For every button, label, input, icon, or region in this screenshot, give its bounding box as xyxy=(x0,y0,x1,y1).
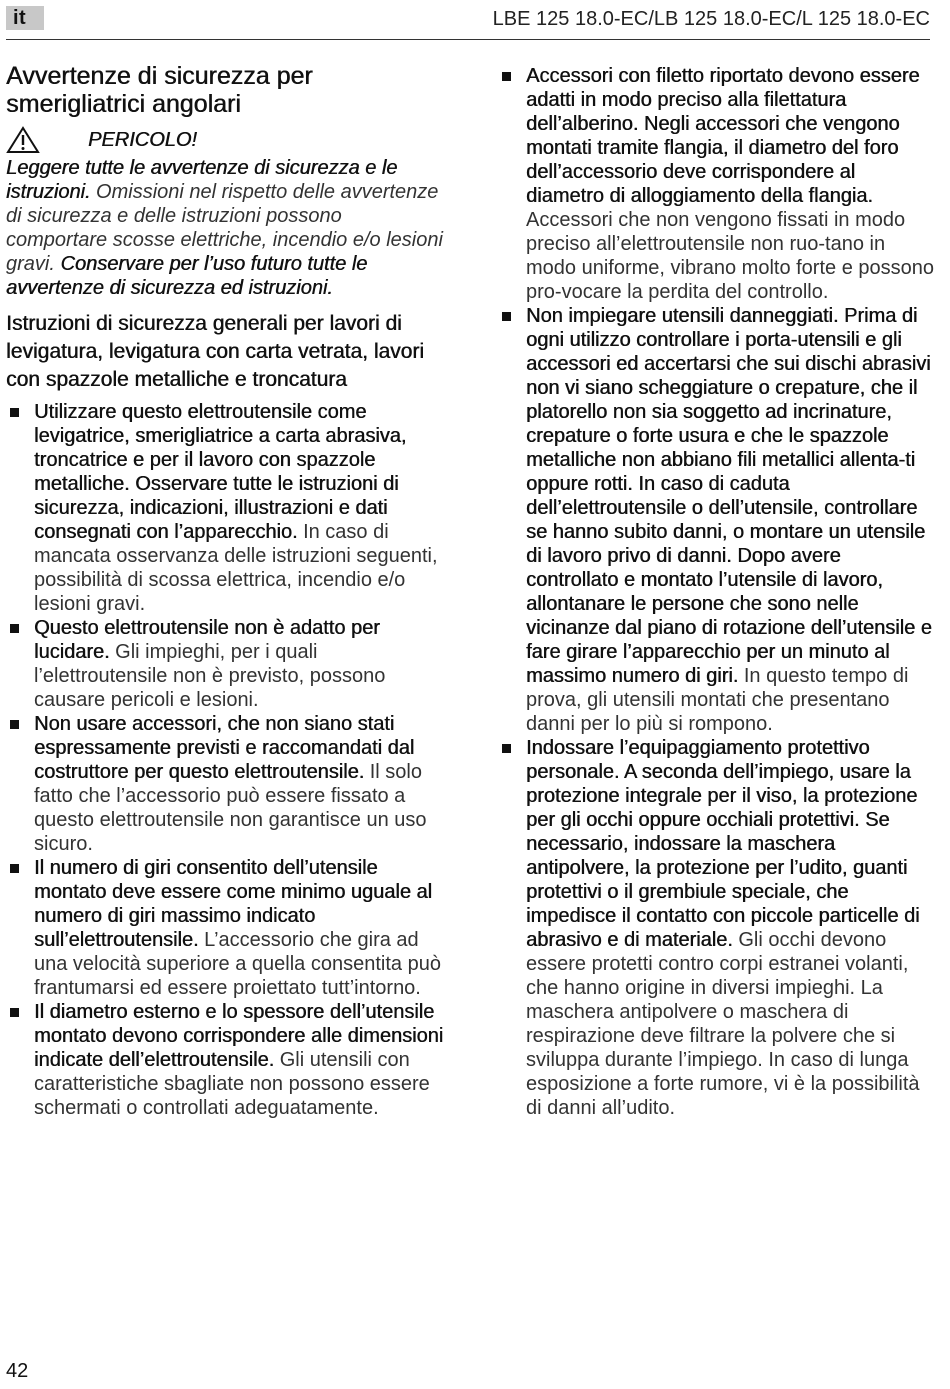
right-safety-list xyxy=(498,64,938,1120)
item-text: In questo tempo di prova, gli utensili montati che presentano danni per lo più si rompono. xyxy=(526,665,909,735)
bullet-icon xyxy=(502,312,511,321)
list-item xyxy=(6,1000,446,1120)
section-title: Istruzioni di sicurezza generali per lavori di levigatura, levigatura con carta vetrata, lavori con spazzole metalliche e troncatura xyxy=(6,312,424,391)
item-bold: Il numero di giri consentito dell’utensile montato deve essere come minimo uguale al numero di giri massimo indicato sull’elettroutensile. xyxy=(34,857,432,951)
item-bold: Utilizzare questo elettroutensile come levigatrice, smerigliatrice a carta abrasiva, troncatrice e per il lavoro con spazzole metalliche. Osservare tutte le istruzioni di sicurezza, indicazioni, illustrazioni e dati consegnati con l’apparecchio. xyxy=(34,401,407,543)
item-bold: Accessori con filetto riportato devono essere adatti in modo preciso alla filettatura dell’alberino. Negli accessori che vengono montati tramite flangia, il diametro del foro dell’accessorio deve corrispondere al diametro di alloggiamento della flangia. xyxy=(526,65,920,207)
bullet-icon xyxy=(10,408,19,417)
warning-consequences: Omissioni nel rispetto delle avvertenze di sicurezza e delle istruzioni possono comportare scosse elettriche, incendio e/o lesioni gravi. xyxy=(6,181,443,275)
bullet-icon xyxy=(10,864,19,873)
bullet-icon xyxy=(10,720,19,729)
bullet-icon xyxy=(10,1008,19,1017)
list-item xyxy=(498,64,938,304)
left-safety-list xyxy=(6,400,446,1120)
list-item xyxy=(498,736,938,1120)
item-text: In caso di mancata osservanza delle istruzioni seguenti, possibilità di scossa elettrica, incendio e/o lesioni gravi. xyxy=(34,521,438,615)
language-badge: it xyxy=(6,6,44,30)
bullet-icon xyxy=(10,624,19,633)
item-text: Gli utensili con caratteristiche sbagliate non possono essere schermati o controllati adeguatamente. xyxy=(34,1049,430,1119)
item-text: Accessori che non vengono fissati in modo preciso all’elettroutensile non ruo-tano in modo uniforme, vibrano molto forte e possono pro-vocare la perdita del controllo. xyxy=(526,209,934,303)
item-text: L’accessorio che gira ad una velocità superiore a quella consentita può frantumarsi ed essere proiettato tutt’intorno. xyxy=(34,929,441,999)
warning-header xyxy=(6,126,446,154)
right-column xyxy=(498,62,938,1120)
left-column xyxy=(6,62,446,1120)
item-bold: Indossare l’equipaggiamento protettivo personale. A seconda dell’impiego, usare la protezione integrale per il viso, la protezione per gli occhi oppure occhiali protettivi. Se necessario, indossare la maschera antipolvere, la protezione per l’udito, guanti protettivi o il grembiule speciale, che impedisce il contatto con piccole particelle di abrasivo e di materiale. xyxy=(526,737,920,951)
item-bold: Non impiegare utensili danneggiati. Prima di ogni utilizzo controllare i porta-utensili e gli accessori ed accertarsi che sui dischi abrasivi non vi siano scheggiature o crepature, che il platorello non sia soggetto ad incrinature, crepature o forte usura e che le spazzole metalliche non abbiano fili metallici allenta-ti oppure rotti. In caso di caduta dell’elettroutensile o dell’utensile, controllare se hanno subito danni, o montare un utensile di lavoro privo di danni. Dopo avere controllato e montato l’utensile di lavoro, allontanare le persone che sono nelle vicinanze dal piano di rotazione dell’utensile e fare girare l’apparecchio per un minuto al massimo numero di giri. xyxy=(526,305,932,687)
item-text: Il solo fatto che l’accessorio può essere fissato a questo elettroutensile non garantisce un uso sicuro. xyxy=(34,761,427,855)
list-item xyxy=(6,616,446,712)
model-header: LBE 125 18.0-EC/LB 125 18.0-EC/L 125 18.0-EC xyxy=(492,8,930,30)
item-text: Gli occhi devono essere protetti contro corpi estranei volanti, che hanno origine in diversi impieghi. La maschera antipolvere o maschera di respirazione deve filtrare la polvere che si sviluppa durante l’impiego. In caso di lunga esposizione a forte rumore, vi è la possibilità di danni all’udito. xyxy=(526,929,920,1119)
item-bold: Non usare accessori, che non siano stati espressamente previsti e raccomandati dal costruttore per questo elettroutensile. xyxy=(34,713,415,783)
warning-title: PERICOLO! xyxy=(88,129,197,151)
list-item xyxy=(6,856,446,1000)
list-item xyxy=(498,304,938,736)
item-text: Gli impieghi, per i quali l’elettroutensile non è previsto, possono causare pericoli e lesioni. xyxy=(34,641,386,711)
page-number: 42 xyxy=(6,1360,29,1382)
bullet-icon xyxy=(502,744,511,753)
item-bold: Questo elettroutensile non è adatto per lucidare. xyxy=(34,617,380,663)
bullet-icon xyxy=(502,72,511,81)
header-divider xyxy=(6,39,930,40)
warning-read-instructions: Leggere tutte le avvertenze di sicurezza e le istruzioni. xyxy=(6,157,398,203)
item-bold: Il diametro esterno e lo spessore dell’utensile montato devono corrispondere alle dimensioni indicate dell’elettroutensile. xyxy=(34,1001,444,1071)
warning-triangle-icon xyxy=(6,126,40,154)
list-item xyxy=(6,400,446,616)
page-title: Avvertenze di sicurezza per smerigliatrici angolari xyxy=(6,62,313,118)
danger-warning xyxy=(6,126,446,300)
list-item xyxy=(6,712,446,856)
warning-keep-instructions: Conservare per l’uso futuro tutte le avvertenze di sicurezza ed istruzioni. xyxy=(6,253,368,299)
